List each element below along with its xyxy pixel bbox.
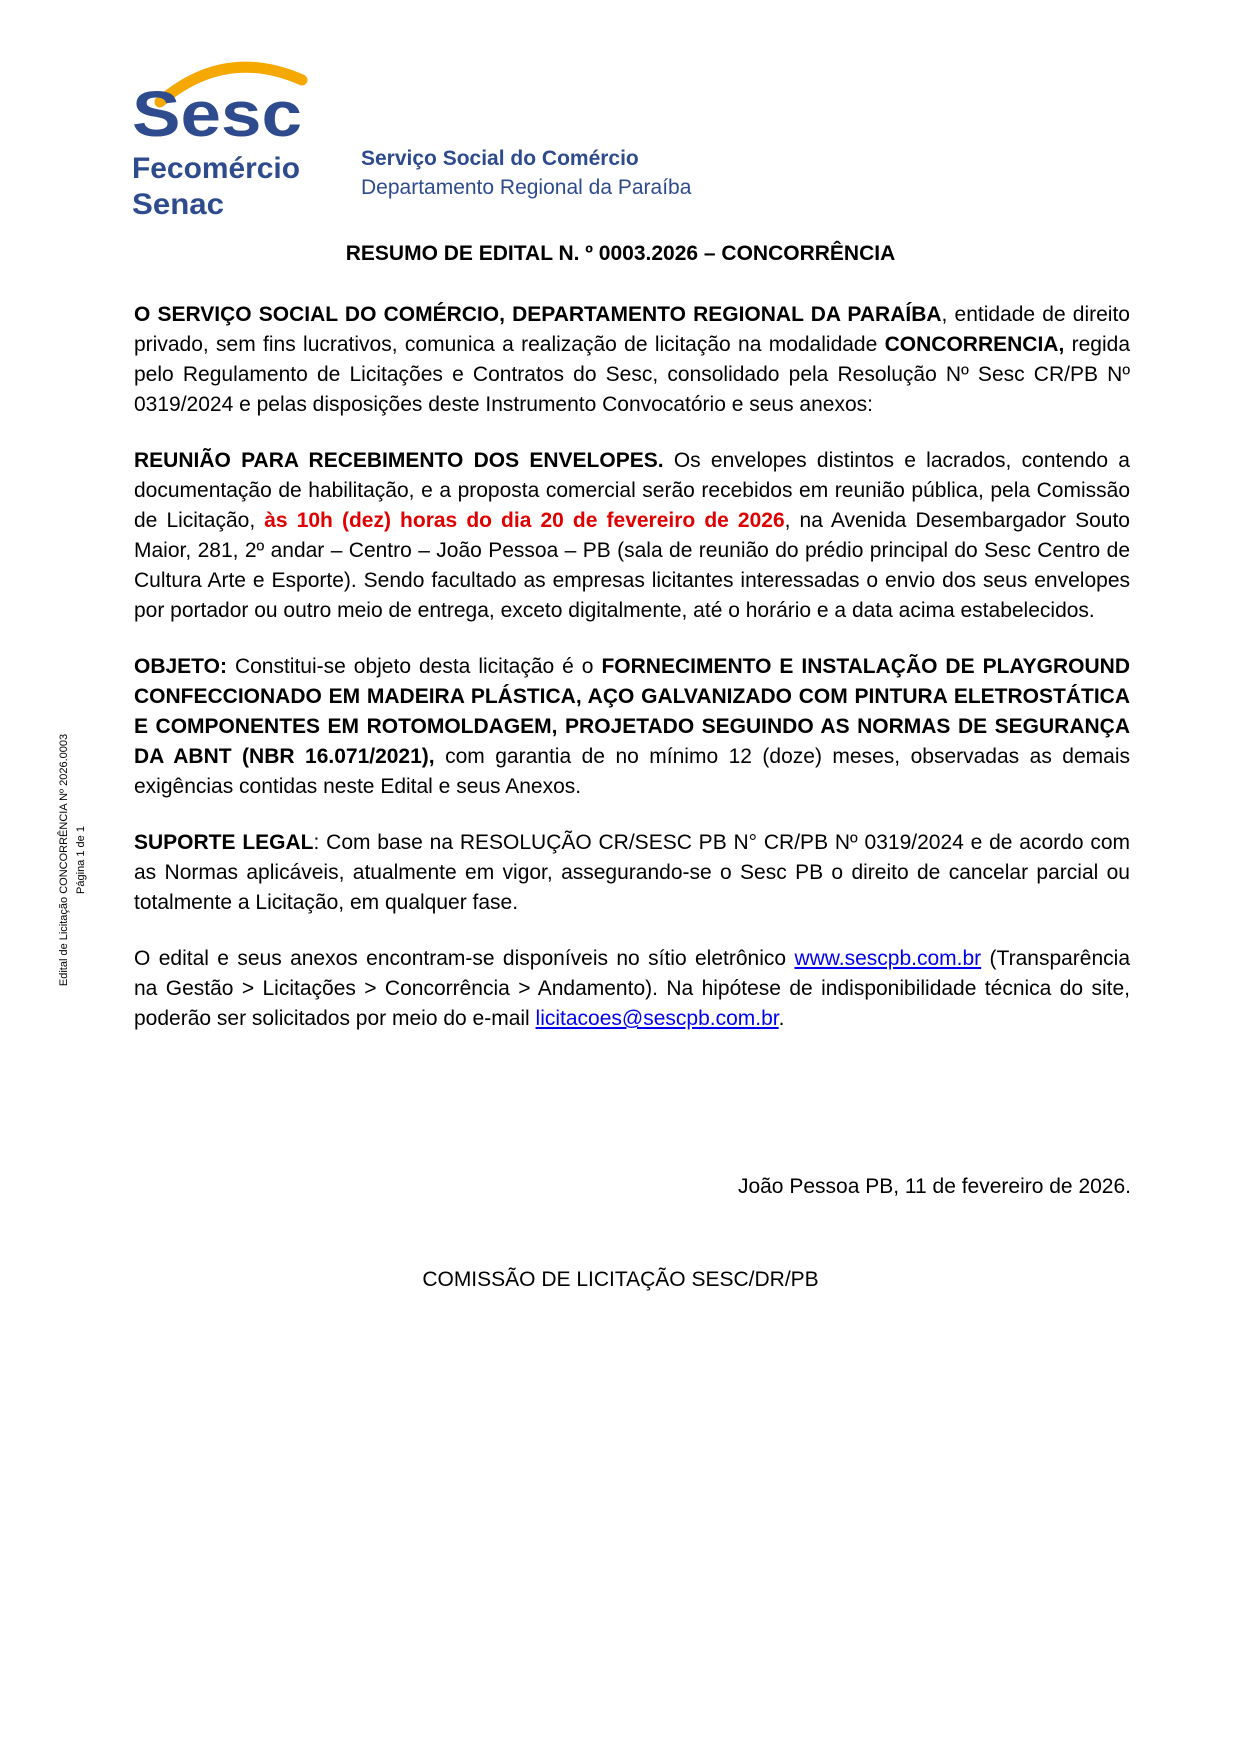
- meeting-paragraph: [134, 446, 1130, 626]
- availability-text-2: (Transparência na Gestão > Licitações > Concorrência > Andamento). Na hipótese de indisponibilidade técnica do site, poderão ser solicitados por meio do e-mail: [134, 947, 1130, 1030]
- document-title: RESUMO DE EDITAL N. º 0003.2026 – CONCORRÊNCIA: [345, 242, 896, 265]
- org-department: Departamento Regional da Paraíba: [361, 176, 692, 199]
- meeting-text-1: Os envelopes distintos e lacrados, contendo a documentação de habilitação, e a proposta comercial serão recebidos em reunião pública, pela Comissão de Licitação,: [134, 449, 1130, 532]
- side-margin-note: [56, 690, 90, 1030]
- logo-sesc-text: Sesc: [132, 78, 302, 150]
- intro-org-name: O SERVIÇO SOCIAL DO COMÉRCIO, DEPARTAMENTO REGIONAL DA PARAÍBA: [134, 303, 942, 326]
- org-name: Serviço Social do Comércio: [361, 147, 639, 170]
- document-body: [134, 300, 1130, 1060]
- object-description: FORNECIMENTO E INSTALAÇÃO DE PLAYGROUND CONFECCIONADO EM MADEIRA PLÁSTICA, AÇO GALVANIZADO COM PINTURA ELETROSTÁTICA E COMPONENTES EM ROTOMOLDAGEM, PROJETADO SEGUINDO AS NORMAS DE SEGURANÇA DA ABNT (NBR 16.071/2021),: [134, 655, 1130, 768]
- signature: COMISSÃO DE LICITAÇÃO SESC/DR/PB: [422, 1268, 819, 1291]
- object-text-1: Constitui-se objeto desta licitação é o: [226, 655, 602, 678]
- object-heading: OBJETO:: [134, 655, 227, 678]
- intro-text-2: regida pelo Regulamento de Licitações e Contratos do Sesc, consolidado pela Resolução Nº Sesc CR/PB Nº 0319/2024 e pelas disposições deste Instrumento Convocatório e seus anexos:: [134, 333, 1130, 416]
- availability-text-3: .: [778, 1007, 785, 1030]
- website-link[interactable]: www.sescpb.com.br: [794, 947, 982, 970]
- side-note-page: Página 1 de 1: [75, 826, 87, 894]
- organization-header: [361, 144, 691, 202]
- place-date: João Pessoa PB, 11 de fevereiro de 2026.: [737, 1175, 1131, 1198]
- intro-paragraph: [134, 300, 1130, 420]
- legal-text: : Com base na RESOLUÇÃO CR/SESC PB N° CR/PB Nº 0319/2024 e de acordo com as Normas aplicáveis, atualmente em vigor, assegurando-se o Sesc PB o direito de cancelar parcial ou totalmente a Licitação, em qualquer fase.: [134, 831, 1130, 914]
- availability-text-1: O edital e seus anexos encontram-se disponíveis no sítio eletrônico: [134, 947, 795, 970]
- meeting-text-2: , na Avenida Desembargador Souto Maior, 281, 2º andar – Centro – João Pessoa – PB (sala de reunião do prédio principal do Sesc Centro de Cultura Arte e Esporte). Sendo facultado as empresas licitantes interessadas o envio dos seus envelopes por portador ou outro meio de entrega, exceto digitalmente, até o horário e a data acima estabelecidos.: [134, 509, 1130, 622]
- object-text-2: com garantia de no mínimo 12 (doze) meses, observadas as demais exigências contidas neste Edital e seus Anexos.: [134, 745, 1130, 798]
- sesc-logo: [130, 54, 310, 230]
- logo-fecomercio-text: Fecomércio: [132, 152, 300, 185]
- object-paragraph: [134, 652, 1130, 802]
- availability-paragraph: [134, 944, 1130, 1034]
- intro-modality: CONCORRENCIA,: [884, 333, 1065, 356]
- legal-paragraph: [134, 828, 1130, 918]
- side-note-edital: Edital de Licitação CONCORRÊNCIA Nº 2026.0003: [58, 733, 70, 987]
- meeting-datetime: às 10h (dez) horas do dia 20 de fevereiro de 2026: [264, 509, 785, 532]
- meeting-heading: REUNIÃO PARA RECEBIMENTO DOS ENVELOPES.: [134, 449, 664, 472]
- legal-heading: SUPORTE LEGAL: [134, 831, 314, 854]
- logo-senac-text: Senac: [132, 188, 224, 221]
- intro-text-1: , entidade de direito privado, sem fins lucrativos, comunica a realização de licitação na modalidade: [134, 303, 1130, 356]
- email-link[interactable]: licitacoes@sescpb.com.br: [535, 1007, 779, 1030]
